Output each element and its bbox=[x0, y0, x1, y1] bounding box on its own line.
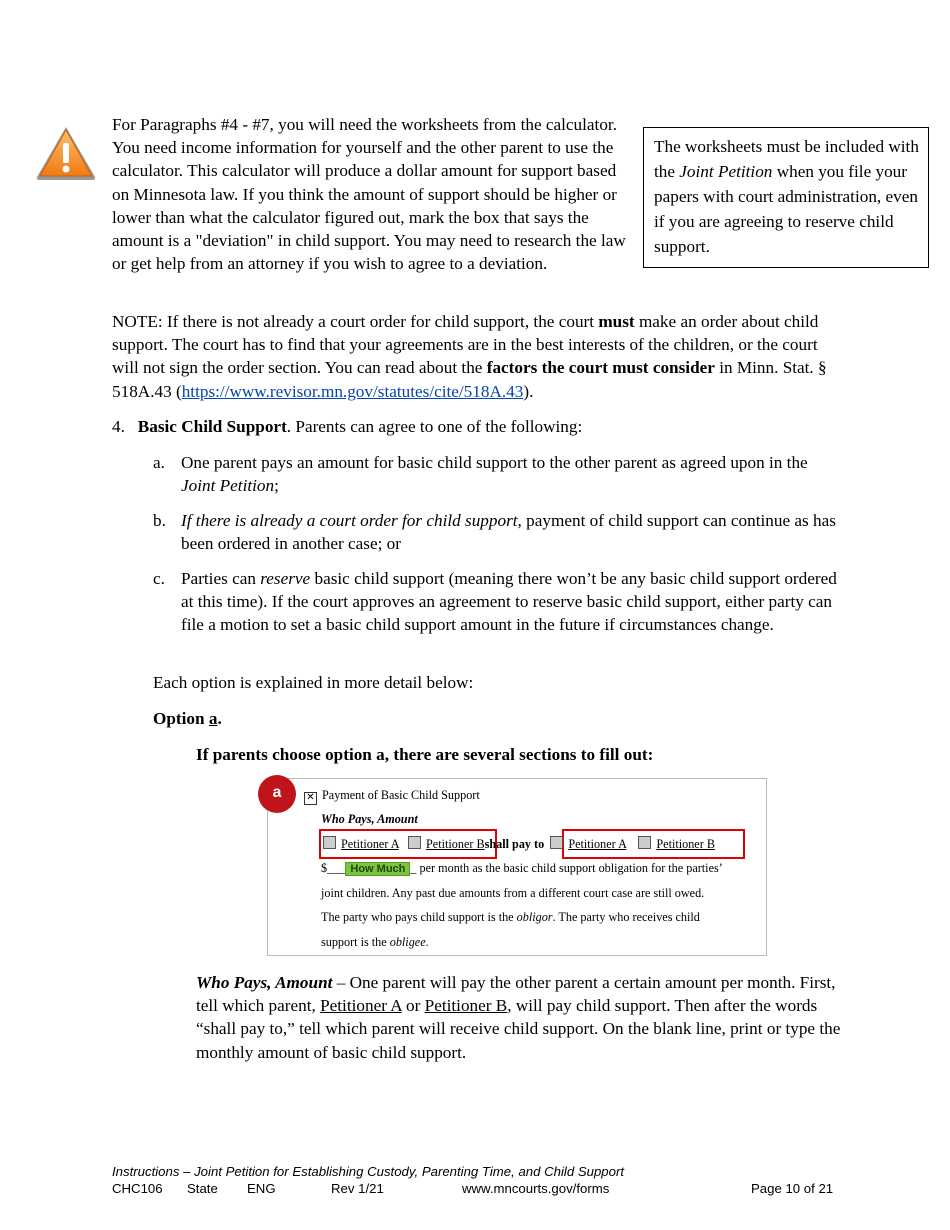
footer-revision: Rev 1/21 bbox=[331, 1181, 384, 1196]
amount-row: $___ How Much _ per month as the basic child support obligation for the parties’ bbox=[321, 861, 723, 875]
section-4-heading: 4. Basic Child Support. Parents can agree to one of the following: bbox=[112, 417, 583, 436]
footer-title: Instructions – Joint Petition for Establishing Custody, Parenting Time, and Child Support bbox=[112, 1164, 625, 1179]
footer-language: ENG bbox=[247, 1181, 276, 1196]
option-a-badge: a bbox=[258, 775, 296, 813]
option-a-heading: Option a. bbox=[153, 709, 222, 728]
each-option-text: Each option is explained in more detail below: bbox=[153, 673, 474, 692]
checkbox-icon bbox=[408, 836, 421, 849]
form-title-row: ✕ Payment of Basic Child Support bbox=[304, 788, 480, 805]
option-a-item: a. One parent pays an amount for basic child support to the other parent as agreed upon in the Joint Petition; bbox=[153, 453, 808, 496]
option-b-item: b. If there is already a court order for child support, payment of child support can continue as has been ordered in another case; or bbox=[153, 511, 836, 554]
checkbox-icon bbox=[638, 836, 651, 849]
footer-form-code: CHC106 bbox=[112, 1181, 163, 1196]
checked-checkbox-icon: ✕ bbox=[304, 792, 317, 805]
how-much-field: How Much bbox=[345, 862, 410, 876]
footer-page-number: Page 10 of 21 bbox=[751, 1181, 834, 1196]
who-pays-row: Petitioner A Petitioner Bshall pay to Petitioner A Petitioner B bbox=[323, 836, 715, 852]
note-paragraph: NOTE: If there is not already a court order for child support, the court must make an order about child support. The court has to find that your agreements are in the best interests of the children, or the court will not sign the order section. You can read about the factors the court must consider in Minn. Stat. § 518A.43 (https://www.revisor.mn.gov/statutes/cite/518A.43). bbox=[112, 312, 827, 401]
form-example-image bbox=[267, 778, 767, 956]
form-line-2: joint children. Any past due amounts from a different court case are still owed. bbox=[321, 886, 705, 900]
footer-state: State bbox=[187, 1181, 218, 1196]
form-line-3: The party who pays child support is the obligor. The party who receives child bbox=[321, 910, 700, 924]
intro-paragraph: For Paragraphs #4 - #7, you will need the worksheets from the calculator. You need income information for yourself and the other parent to use the calculator. This calculator will produce a dollar amount for support based on Minnesota law. If you think the amount of support should be higher or lower than what the calculator figured out, mark the box that says the amount is a "deviation" in child support. You may need to research the law or get help from an attorney if you wish to agree to a deviation. bbox=[112, 115, 626, 274]
footer-url[interactable]: www.mncourts.gov/forms bbox=[462, 1181, 610, 1196]
who-pays-paragraph: Who Pays, Amount – One parent will pay the other parent a certain amount per month. First, tell which parent, Petitioner A or Petitioner B, will pay child support. Then after the words “shall pay to,” tell which parent will receive child support. On the blank line, print or type the monthly amount of basic child support. bbox=[196, 973, 841, 1062]
form-line-4: support is the obligee. bbox=[321, 935, 429, 949]
option-c-item: c. Parties can reserve basic child support (meaning there won’t be any basic child support ordered at this time). If the court approves an agreement to reserve basic child support, either party can file a motion to set a basic child support amount in the future if circumstances change. bbox=[153, 569, 837, 635]
form-section-title: Who Pays, Amount bbox=[321, 812, 418, 826]
warning-icon bbox=[35, 125, 97, 181]
statute-link[interactable]: https://www.revisor.mn.gov/statutes/cite/518A.43 bbox=[181, 381, 524, 401]
checkbox-icon bbox=[550, 836, 563, 849]
option-a-subheading: If parents choose option a, there are several sections to fill out: bbox=[196, 745, 654, 764]
worksheets-note-box: The worksheets must be included with the Joint Petition when you file your papers with court administration, even if you are agreeing to reserve child support. bbox=[643, 127, 929, 268]
checkbox-icon bbox=[323, 836, 336, 849]
